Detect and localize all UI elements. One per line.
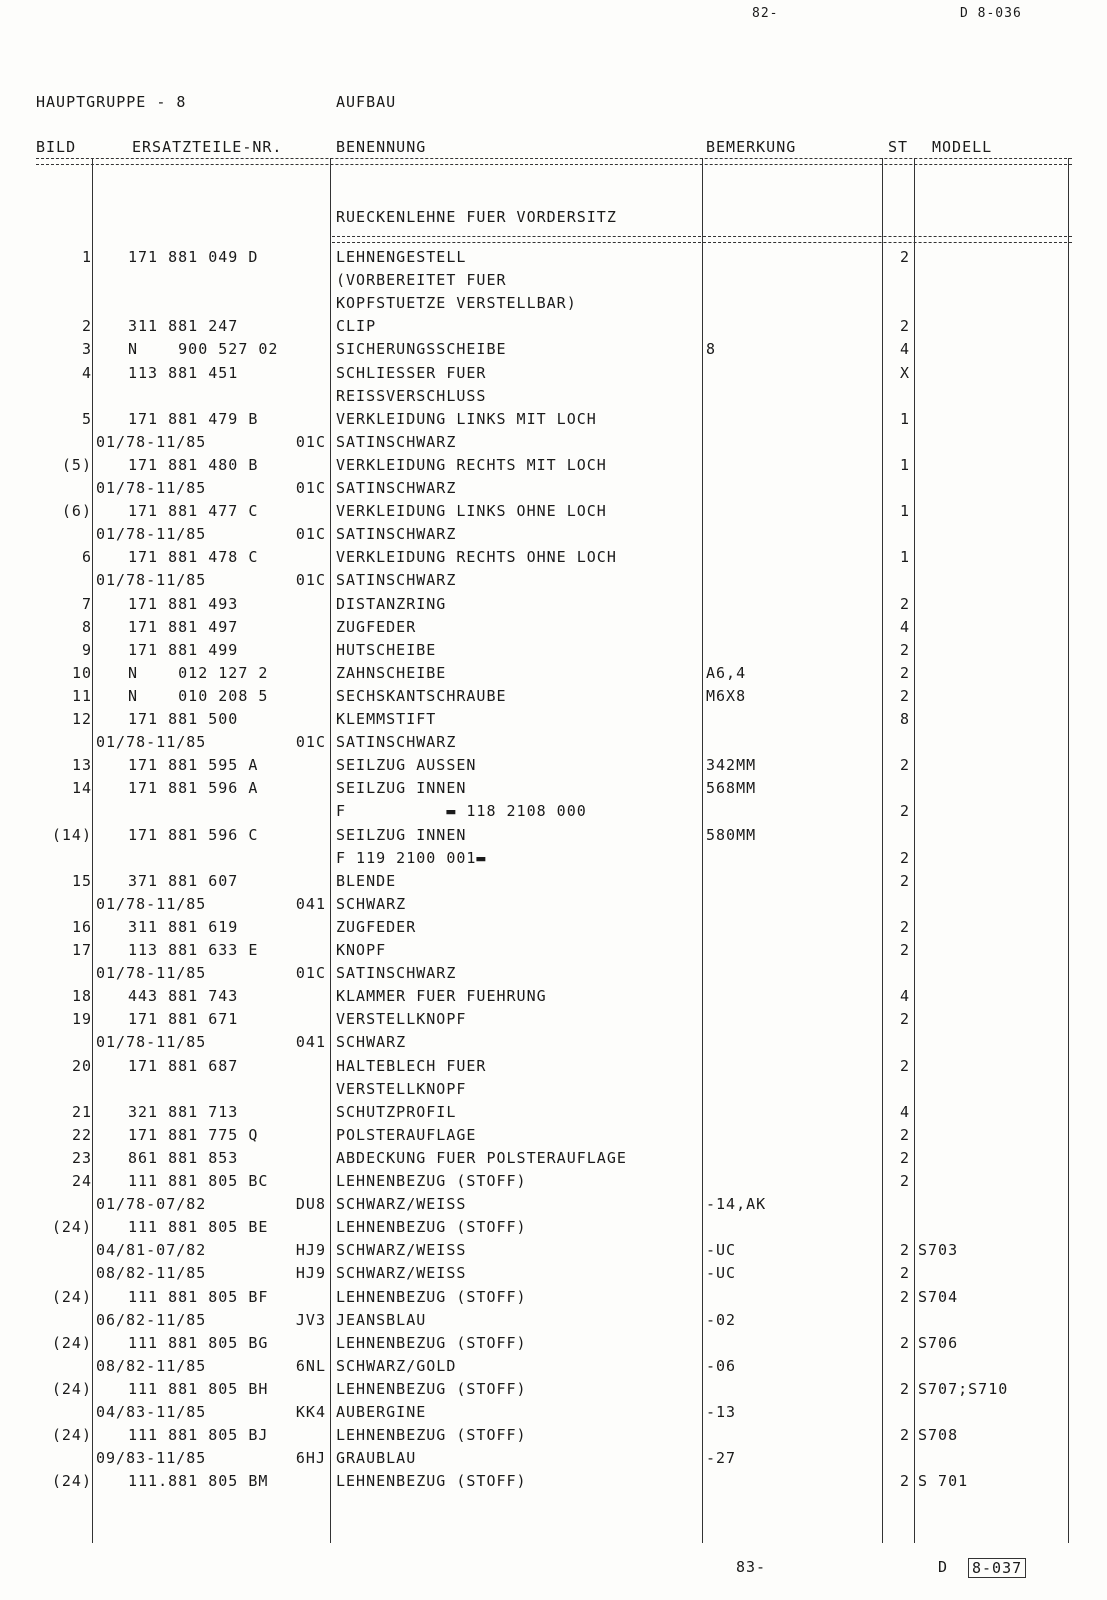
table-row — [0, 479, 1107, 502]
quantity: 2 — [899, 640, 910, 659]
description: LEHNENBEZUG (STOFF) — [336, 1287, 527, 1306]
date-range: 08/82-11/85 — [96, 1356, 207, 1375]
bild-cell: 8 — [81, 617, 92, 636]
description: SATINSCHWARZ — [336, 571, 457, 590]
part-number: 111 881 805 BE — [128, 1218, 269, 1237]
description: BLENDE — [336, 871, 397, 890]
bild-cell: (24) — [51, 1426, 92, 1445]
table-row — [0, 1426, 1107, 1449]
description: SEILZUG INNEN — [336, 825, 467, 844]
description: LEHNENBEZUG (STOFF) — [336, 1218, 527, 1237]
description: SCHWARZ — [336, 1033, 407, 1052]
color-code: 041 — [295, 1033, 326, 1052]
quantity: 2 — [899, 1125, 910, 1144]
table-row — [0, 1080, 1107, 1103]
bild-cell: (24) — [51, 1333, 92, 1352]
table-row — [0, 826, 1107, 849]
group-name: AUFBAU — [336, 93, 397, 111]
description: REISSVERSCHLUSS — [336, 386, 487, 405]
part-number: 171 881 480 B — [128, 455, 259, 474]
quantity: 4 — [899, 617, 910, 636]
quantity: 2 — [899, 663, 910, 682]
remark: -14,AK — [706, 1195, 767, 1214]
description: HUTSCHEIBE — [336, 640, 437, 659]
bild-cell: (24) — [51, 1218, 92, 1237]
top-page-ref: 82- — [752, 6, 779, 21]
table-row — [0, 525, 1107, 548]
description: VERKLEIDUNG LINKS MIT LOCH — [336, 409, 597, 428]
remark: 568MM — [706, 779, 757, 798]
table-row — [0, 1149, 1107, 1172]
date-range: 01/78-07/82 — [96, 1195, 207, 1214]
remark: 342MM — [706, 756, 757, 775]
table-row — [0, 1218, 1107, 1241]
table-row — [0, 1103, 1107, 1126]
description: (VORBEREITET FUER — [336, 271, 507, 290]
table-row — [0, 1472, 1107, 1495]
table-row — [0, 1288, 1107, 1311]
part-number: 443 881 743 — [128, 987, 239, 1006]
bild-cell: 3 — [81, 340, 92, 359]
remark: -06 — [706, 1356, 737, 1375]
table-row — [0, 410, 1107, 433]
quantity: 4 — [899, 1102, 910, 1121]
bild-cell: 7 — [81, 594, 92, 613]
remark: 8 — [706, 340, 717, 359]
part-number: 113 881 633 E — [128, 941, 259, 959]
quantity: 2 — [899, 594, 910, 613]
table-row — [0, 1126, 1107, 1149]
description: SCHLIESSER FUER — [336, 363, 487, 382]
color-code: 01C — [295, 733, 326, 752]
bild-cell: 10 — [71, 663, 92, 682]
description: LEHNENBEZUG (STOFF) — [336, 1333, 527, 1352]
date-range: 01/78-11/85 — [96, 1033, 207, 1052]
bild-cell: (14) — [51, 825, 92, 844]
description: SATINSCHWARZ — [336, 479, 457, 497]
quantity: 2 — [899, 1287, 910, 1306]
description: SEILZUG AUSSEN — [336, 756, 477, 775]
bild-cell: 5 — [81, 409, 92, 428]
section-title: RUECKENLEHNE FUER VORDERSITZ — [336, 208, 617, 226]
description: ABDECKUNG FUER POLSTERAUFLAGE — [336, 1148, 627, 1167]
table-row — [0, 1264, 1107, 1287]
table-row — [0, 1172, 1107, 1195]
description: F 119 2100 001▬ — [336, 848, 487, 867]
table-row — [0, 1195, 1107, 1218]
quantity: 2 — [899, 248, 910, 266]
col-header-bild: BILD — [36, 138, 77, 156]
part-number: 171 881 493 — [128, 594, 239, 613]
quantity: 2 — [899, 1264, 910, 1283]
col-header-model: MODELL — [932, 138, 993, 156]
description: LEHNENBEZUG (STOFF) — [336, 1472, 527, 1491]
bild-cell: 9 — [81, 640, 92, 659]
description: DISTANZRING — [336, 594, 447, 613]
part-number: 113 881 451 — [128, 363, 239, 382]
bild-cell: 1 — [81, 248, 92, 266]
color-code: 01C — [295, 479, 326, 497]
bild-cell: 24 — [71, 1172, 92, 1190]
date-range: 01/78-11/85 — [96, 525, 207, 544]
model-code: S708 — [918, 1426, 959, 1445]
table-row — [0, 987, 1107, 1010]
bild-cell: 13 — [71, 756, 92, 775]
table-row — [0, 387, 1107, 410]
bild-cell: 17 — [71, 941, 92, 959]
table-row — [0, 1449, 1107, 1472]
description: SICHERUNGSSCHEIBE — [336, 340, 507, 359]
description: SECHSKANTSCHRAUBE — [336, 686, 507, 705]
table-row — [0, 918, 1107, 941]
description: ZAHNSCHEIBE — [336, 663, 447, 682]
date-range: 01/78-11/85 — [96, 479, 207, 497]
quantity: 2 — [899, 1426, 910, 1445]
table-row — [0, 364, 1107, 387]
part-number: 171 881 671 — [128, 1010, 239, 1029]
model-code: S703 — [918, 1241, 959, 1260]
date-range: 01/78-11/85 — [96, 733, 207, 752]
color-code: 6HJ — [295, 1449, 326, 1468]
bild-cell: (24) — [51, 1472, 92, 1491]
bild-cell: 22 — [71, 1125, 92, 1144]
bild-cell: (5) — [61, 455, 92, 474]
group-label: HAUPTGRUPPE - 8 — [36, 93, 187, 111]
table-row — [0, 317, 1107, 340]
description: SCHWARZ/WEISS — [336, 1264, 467, 1283]
part-number: 171 881 499 — [128, 640, 239, 659]
bild-cell: 18 — [71, 987, 92, 1006]
part-number: 171 881 595 A — [128, 756, 259, 775]
quantity: 4 — [899, 987, 910, 1006]
description: SATINSCHWARZ — [336, 432, 457, 451]
description: ZUGFEDER — [336, 917, 417, 936]
table-row — [0, 1033, 1107, 1056]
quantity: 1 — [899, 409, 910, 428]
footer-page-code: 8-037 — [968, 1558, 1026, 1578]
description: SCHWARZ — [336, 894, 407, 913]
description: F ▬ 118 2108 000 — [336, 802, 587, 821]
quantity: 2 — [899, 941, 910, 959]
description: SEILZUG INNEN — [336, 779, 467, 798]
bild-cell: 4 — [81, 363, 92, 382]
quantity: 1 — [899, 548, 910, 567]
description: VERSTELLKNOPF — [336, 1079, 467, 1098]
description: SCHWARZ/GOLD — [336, 1356, 457, 1375]
part-number: 371 881 607 — [128, 871, 239, 890]
part-number: 171 881 497 — [128, 617, 239, 636]
color-code: KK4 — [295, 1403, 326, 1421]
table-row — [0, 456, 1107, 479]
part-number: 171 881 775 Q — [128, 1125, 259, 1144]
table-row — [0, 756, 1107, 779]
color-code: 01C — [295, 571, 326, 590]
quantity: 2 — [899, 756, 910, 775]
table-row — [0, 1334, 1107, 1357]
bild-cell: 23 — [71, 1148, 92, 1167]
part-number: 111 881 805 BG — [128, 1333, 269, 1352]
color-code: DU8 — [295, 1195, 326, 1214]
date-range: 04/81-07/82 — [96, 1241, 207, 1260]
description: VERSTELLKNOPF — [336, 1010, 467, 1029]
description: SATINSCHWARZ — [336, 525, 457, 544]
description: AUBERGINE — [336, 1403, 427, 1421]
part-number: 171 881 049 D — [128, 248, 259, 266]
description: LEHNENBEZUG (STOFF) — [336, 1426, 527, 1445]
date-range: 01/78-11/85 — [96, 571, 207, 590]
part-number: 111 881 805 BC — [128, 1172, 269, 1190]
description: VERKLEIDUNG RECHTS MIT LOCH — [336, 455, 607, 474]
description: POLSTERAUFLAGE — [336, 1125, 477, 1144]
table-row — [0, 802, 1107, 825]
bild-cell: 20 — [71, 1056, 92, 1075]
quantity: 2 — [899, 317, 910, 336]
description: GRAUBLAU — [336, 1449, 417, 1468]
part-number: 171 881 500 — [128, 710, 239, 728]
remark: M6X8 — [706, 686, 747, 705]
model-code: S707;S710 — [918, 1379, 1009, 1398]
part-number: 861 881 853 — [128, 1148, 239, 1167]
date-range: 01/78-11/85 — [96, 894, 207, 913]
color-code: 6NL — [295, 1356, 326, 1375]
quantity: 2 — [899, 1010, 910, 1029]
bild-cell: 2 — [81, 317, 92, 336]
part-number: 171 881 596 C — [128, 825, 259, 844]
table-row — [0, 964, 1107, 987]
description: LEHNENBEZUG (STOFF) — [336, 1379, 527, 1398]
bild-cell: 12 — [71, 710, 92, 728]
part-number: 111 881 805 BH — [128, 1379, 269, 1398]
bild-cell: 21 — [71, 1102, 92, 1121]
table-row — [0, 248, 1107, 271]
part-number: 171 881 478 C — [128, 548, 259, 567]
table-row — [0, 941, 1107, 964]
part-number: 311 881 247 — [128, 317, 239, 336]
table-row — [0, 618, 1107, 641]
table-row — [0, 571, 1107, 594]
model-code: S 701 — [918, 1472, 969, 1491]
quantity: 2 — [899, 1172, 910, 1190]
part-number: 171 881 477 C — [128, 502, 259, 521]
description: ZUGFEDER — [336, 617, 417, 636]
bild-cell: 15 — [71, 871, 92, 890]
col-header-remark: BEMERKUNG — [706, 138, 797, 156]
description: SCHWARZ/WEISS — [336, 1241, 467, 1260]
part-number: N 900 527 02 — [128, 340, 279, 359]
table-row — [0, 1311, 1107, 1334]
bild-cell: (24) — [51, 1379, 92, 1398]
quantity: 1 — [899, 502, 910, 521]
part-number: 311 881 619 — [128, 917, 239, 936]
top-page-code: D 8-036 — [960, 6, 1022, 21]
remark: -UC — [706, 1264, 737, 1283]
remark: 580MM — [706, 825, 757, 844]
table-row — [0, 548, 1107, 571]
quantity: 2 — [899, 1056, 910, 1075]
bild-cell: (6) — [61, 502, 92, 521]
table-row — [0, 849, 1107, 872]
footer-page-ref: 83- — [736, 1558, 767, 1576]
part-number: 111 881 805 BF — [128, 1287, 269, 1306]
part-number: 111.881 805 BM — [128, 1472, 269, 1491]
table-row — [0, 340, 1107, 363]
quantity: 2 — [899, 1472, 910, 1491]
model-code: S706 — [918, 1333, 959, 1352]
quantity: 2 — [899, 871, 910, 890]
date-range: 01/78-11/85 — [96, 964, 207, 983]
date-range: 06/82-11/85 — [96, 1310, 207, 1329]
table-row — [0, 595, 1107, 618]
remark: -13 — [706, 1403, 737, 1421]
quantity: 2 — [899, 1333, 910, 1352]
table-row — [0, 895, 1107, 918]
color-code: HJ9 — [295, 1241, 326, 1260]
color-code: 01C — [295, 432, 326, 451]
part-number: 171 881 479 B — [128, 409, 259, 428]
description: VERKLEIDUNG LINKS OHNE LOCH — [336, 502, 607, 521]
remark: A6,4 — [706, 663, 747, 682]
quantity: 4 — [899, 340, 910, 359]
date-range: 09/83-11/85 — [96, 1449, 207, 1468]
date-range: 04/83-11/85 — [96, 1403, 207, 1421]
description: KOPFSTUETZE VERSTELLBAR) — [336, 294, 577, 313]
description: SCHUTZPROFIL — [336, 1102, 457, 1121]
quantity: 8 — [899, 710, 910, 728]
date-range: 08/82-11/85 — [96, 1264, 207, 1283]
table-row — [0, 271, 1107, 294]
description: VERKLEIDUNG RECHTS OHNE LOCH — [336, 548, 617, 567]
table-row — [0, 872, 1107, 895]
quantity: 2 — [899, 917, 910, 936]
table-row — [0, 641, 1107, 664]
part-number: N 012 127 2 — [128, 663, 269, 682]
description: KLAMMER FUER FUEHRUNG — [336, 987, 547, 1006]
description: SCHWARZ/WEISS — [336, 1195, 467, 1214]
footer-code-prefix: D — [938, 1558, 949, 1576]
quantity: X — [899, 363, 910, 382]
bild-cell: 16 — [71, 917, 92, 936]
remark: -UC — [706, 1241, 737, 1260]
table-row — [0, 502, 1107, 525]
part-number: 111 881 805 BJ — [128, 1426, 269, 1445]
color-code: 01C — [295, 525, 326, 544]
description: SATINSCHWARZ — [336, 964, 457, 983]
description: KNOPF — [336, 941, 387, 959]
section-rule — [332, 236, 1072, 243]
description: LEHNENBEZUG (STOFF) — [336, 1172, 527, 1190]
table-row — [0, 294, 1107, 317]
table-row — [0, 1010, 1107, 1033]
quantity: 2 — [899, 1379, 910, 1398]
description: CLIP — [336, 317, 377, 336]
table-row — [0, 433, 1107, 456]
bild-cell: 19 — [71, 1010, 92, 1029]
col-header-part-no: ERSATZTEILE-NR. — [132, 138, 283, 156]
bild-cell: 11 — [71, 686, 92, 705]
description: SATINSCHWARZ — [336, 733, 457, 752]
description: JEANSBLAU — [336, 1310, 427, 1329]
color-code: 01C — [295, 964, 326, 983]
part-number: 171 881 687 — [128, 1056, 239, 1075]
col-header-name: BENENNUNG — [336, 138, 427, 156]
quantity: 1 — [899, 455, 910, 474]
header-rule — [36, 158, 1072, 165]
part-number: N 010 208 5 — [128, 686, 269, 705]
remark: -02 — [706, 1310, 737, 1329]
quantity: 2 — [899, 802, 910, 821]
table-row — [0, 1057, 1107, 1080]
table-row — [0, 710, 1107, 733]
table-row — [0, 1357, 1107, 1380]
color-code: HJ9 — [295, 1264, 326, 1283]
bild-cell: 6 — [81, 548, 92, 567]
quantity: 2 — [899, 1241, 910, 1260]
description: LEHNENGESTELL — [336, 248, 467, 266]
remark: -27 — [706, 1449, 737, 1468]
part-number: 171 881 596 A — [128, 779, 259, 798]
color-code: JV3 — [295, 1310, 326, 1329]
quantity: 2 — [899, 686, 910, 705]
date-range: 01/78-11/85 — [96, 432, 207, 451]
description: HALTEBLECH FUER — [336, 1056, 487, 1075]
table-row — [0, 733, 1107, 756]
table-row — [0, 779, 1107, 802]
table-row — [0, 664, 1107, 687]
bild-cell: 14 — [71, 779, 92, 798]
table-row — [0, 1403, 1107, 1426]
model-code: S704 — [918, 1287, 959, 1306]
quantity: 2 — [899, 1148, 910, 1167]
description: KLEMMSTIFT — [336, 710, 437, 728]
table-row — [0, 1380, 1107, 1403]
table-row — [0, 687, 1107, 710]
quantity: 2 — [899, 848, 910, 867]
col-header-st: ST — [888, 138, 909, 156]
bild-cell: (24) — [51, 1287, 92, 1306]
table-row — [0, 1241, 1107, 1264]
color-code: 041 — [295, 894, 326, 913]
part-number: 321 881 713 — [128, 1102, 239, 1121]
